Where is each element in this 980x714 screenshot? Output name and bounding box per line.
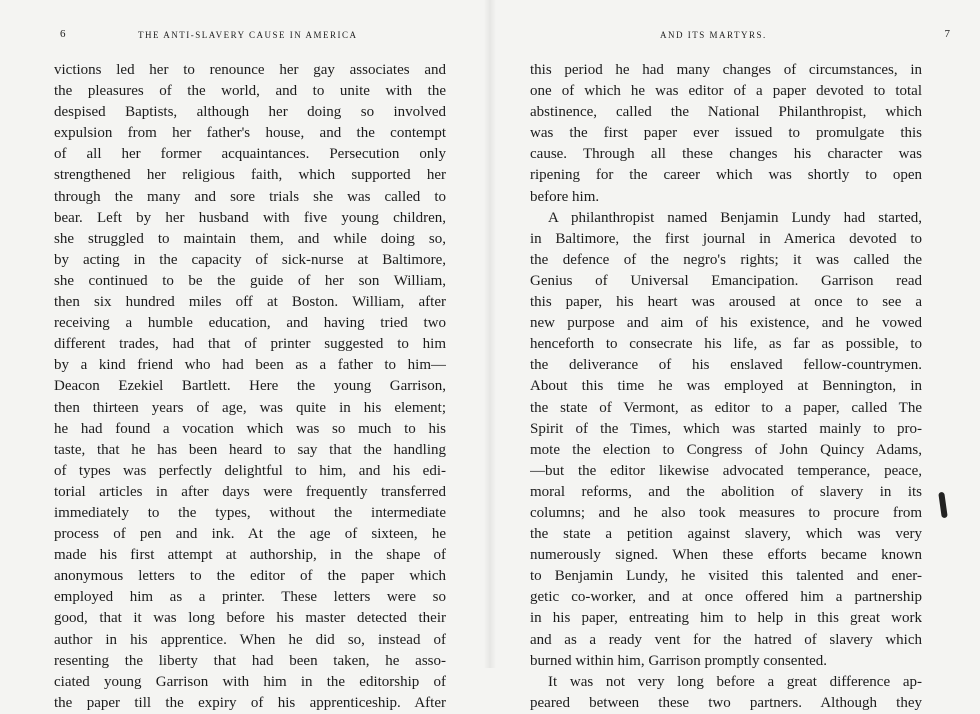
text-line: numerously signed. When these efforts became known (530, 547, 922, 564)
text-line: resenting the liberty that had been taken, he asso- (54, 652, 446, 669)
text-line: the state of Vermont, as editor to a paper, called The (530, 399, 922, 416)
text-line: taste, that he has been heard to say that the handling (54, 441, 446, 458)
text-line: different trades, had that of printer suggested to him (54, 336, 446, 353)
text-line: of all her former acquaintances. Persecution only (54, 146, 446, 163)
text-line: was the first paper ever issued to promulgate this (530, 125, 922, 142)
text-line: author in his apprentice. When he did so, instead of (54, 631, 446, 648)
text-line: and as a ready vent for the hatred of slavery which (530, 631, 922, 648)
text-line: he had found a vocation which was so much to his (54, 420, 446, 437)
text-line: strengthened her religious faith, which supported her (54, 167, 446, 184)
text-line: by acting in the capacity of sick-nurse at Baltimore, (54, 251, 446, 268)
right-body-text (530, 60, 922, 714)
text-line: the deliverance of his enslaved fellow-countrymen. (530, 357, 922, 374)
right-page-number: 7 (944, 28, 950, 40)
paragraph-start-line: It was not very long before a great difference ap- (548, 673, 922, 690)
text-line: abstinence, called the National Philanthropist, which (530, 104, 922, 121)
text-line: getic co-worker, and at once offered him a partnership (530, 589, 922, 606)
text-line: in his paper, entreating him to help in this great work (530, 610, 922, 627)
text-line: process of pen and ink. At the age of sixteen, he (54, 526, 446, 543)
text-line: Deacon Ezekiel Bartlett. Here the young Garrison, (54, 378, 446, 395)
left-page-header (60, 30, 460, 46)
text-line: ripening for the career which was shortly to open (530, 167, 922, 184)
text-line: through the many and sore trials she was called to (54, 188, 446, 205)
left-running-head: THE ANTI-SLAVERY CAUSE IN AMERICA (138, 30, 358, 40)
left-body-text (54, 60, 446, 714)
right-running-head: AND ITS MARTYRS. (660, 30, 767, 40)
text-line: moral reforms, and the abolition of slavery in its (530, 483, 922, 500)
text-line: immediately to the types, without the intermediate (54, 504, 446, 521)
text-line: columns; and he also took measures to procure from (530, 504, 922, 521)
text-line: then thirteen years of age, was quite in his element; (54, 399, 446, 416)
paragraph-start-line: A philanthropist named Benjamin Lundy had started, (548, 209, 922, 226)
text-line: this period he had many changes of circumstances, in (530, 62, 922, 78)
paragraph-end-line: before him. (530, 188, 600, 205)
text-line: despised Baptists, although her doing so involved (54, 104, 446, 121)
text-line: mote the election to Congress of John Quincy Adams, (530, 441, 922, 458)
text-line: of types was perfectly delightful to him, and his edi- (54, 462, 446, 479)
text-line: peared between these two partners. Although they (530, 694, 922, 711)
text-line: receiving a humble education, and having tried two (54, 315, 446, 332)
text-line: About this time he was employed at Bennington, in (530, 378, 922, 395)
left-page-number: 6 (60, 28, 66, 40)
text-line: anonymous letters to the editor of the paper which (54, 568, 446, 585)
text-line: cause. Through all these changes his character was (530, 146, 922, 163)
text-line: Genius of Universal Emancipation. Garrison read (530, 272, 922, 289)
text-line: one of which he was editor of a paper devoted to total (530, 83, 922, 100)
text-line: bear. Left by her husband with five young children, (54, 209, 446, 226)
text-line: —but the editor likewise advocated temperance, peace, (530, 462, 922, 479)
text-line: good, that it was long before his master detected their (54, 610, 446, 627)
text-line: in Baltimore, the first journal in America devoted to (530, 230, 922, 247)
text-line: then six hundred miles off at Boston. William, after (54, 294, 446, 311)
text-line: employed him as a printer. These letters were so (54, 589, 446, 606)
paragraph-end-line: burned within him, Garrison promptly consented. (530, 652, 828, 669)
text-line: victions led her to renounce her gay associates and (54, 62, 446, 78)
text-line: this paper, his heart was aroused at once to see a (530, 294, 922, 311)
text-line: by a kind friend who had been as a father to him— (54, 357, 446, 374)
text-line: to Benjamin Lundy, he visited this talented and ener- (530, 568, 922, 585)
left-page (0, 0, 490, 711)
text-line: she struggled to maintain them, and while doing so, (54, 230, 446, 247)
text-line: the paper till the expiry of his apprenticeship. After (54, 694, 446, 711)
text-line: made his first attempt at authorship, in the shape of (54, 547, 446, 564)
text-line: new purpose and aim of his existence, and he vowed (530, 315, 922, 332)
text-line: the state a petition against slavery, which was very (530, 526, 922, 543)
text-line: torial articles in after days were frequently transferred (54, 483, 446, 500)
text-line: henceforth to consecrate his life, as far as possible, to (530, 336, 922, 353)
text-line: the defence of the negro's rights; it was called the (530, 251, 922, 268)
text-line: she continued to be the guide of her son William, (54, 272, 446, 289)
right-page (490, 0, 980, 711)
text-line: the pleasures of the world, and to unite with the (54, 83, 446, 100)
right-page-header (530, 30, 950, 46)
text-line: Spirit of the Times, which was started mainly to pro- (530, 420, 922, 437)
text-line: ciated young Garrison with him in the editorship of (54, 673, 446, 690)
text-line: expulsion from her father's house, and the contempt (54, 125, 446, 142)
